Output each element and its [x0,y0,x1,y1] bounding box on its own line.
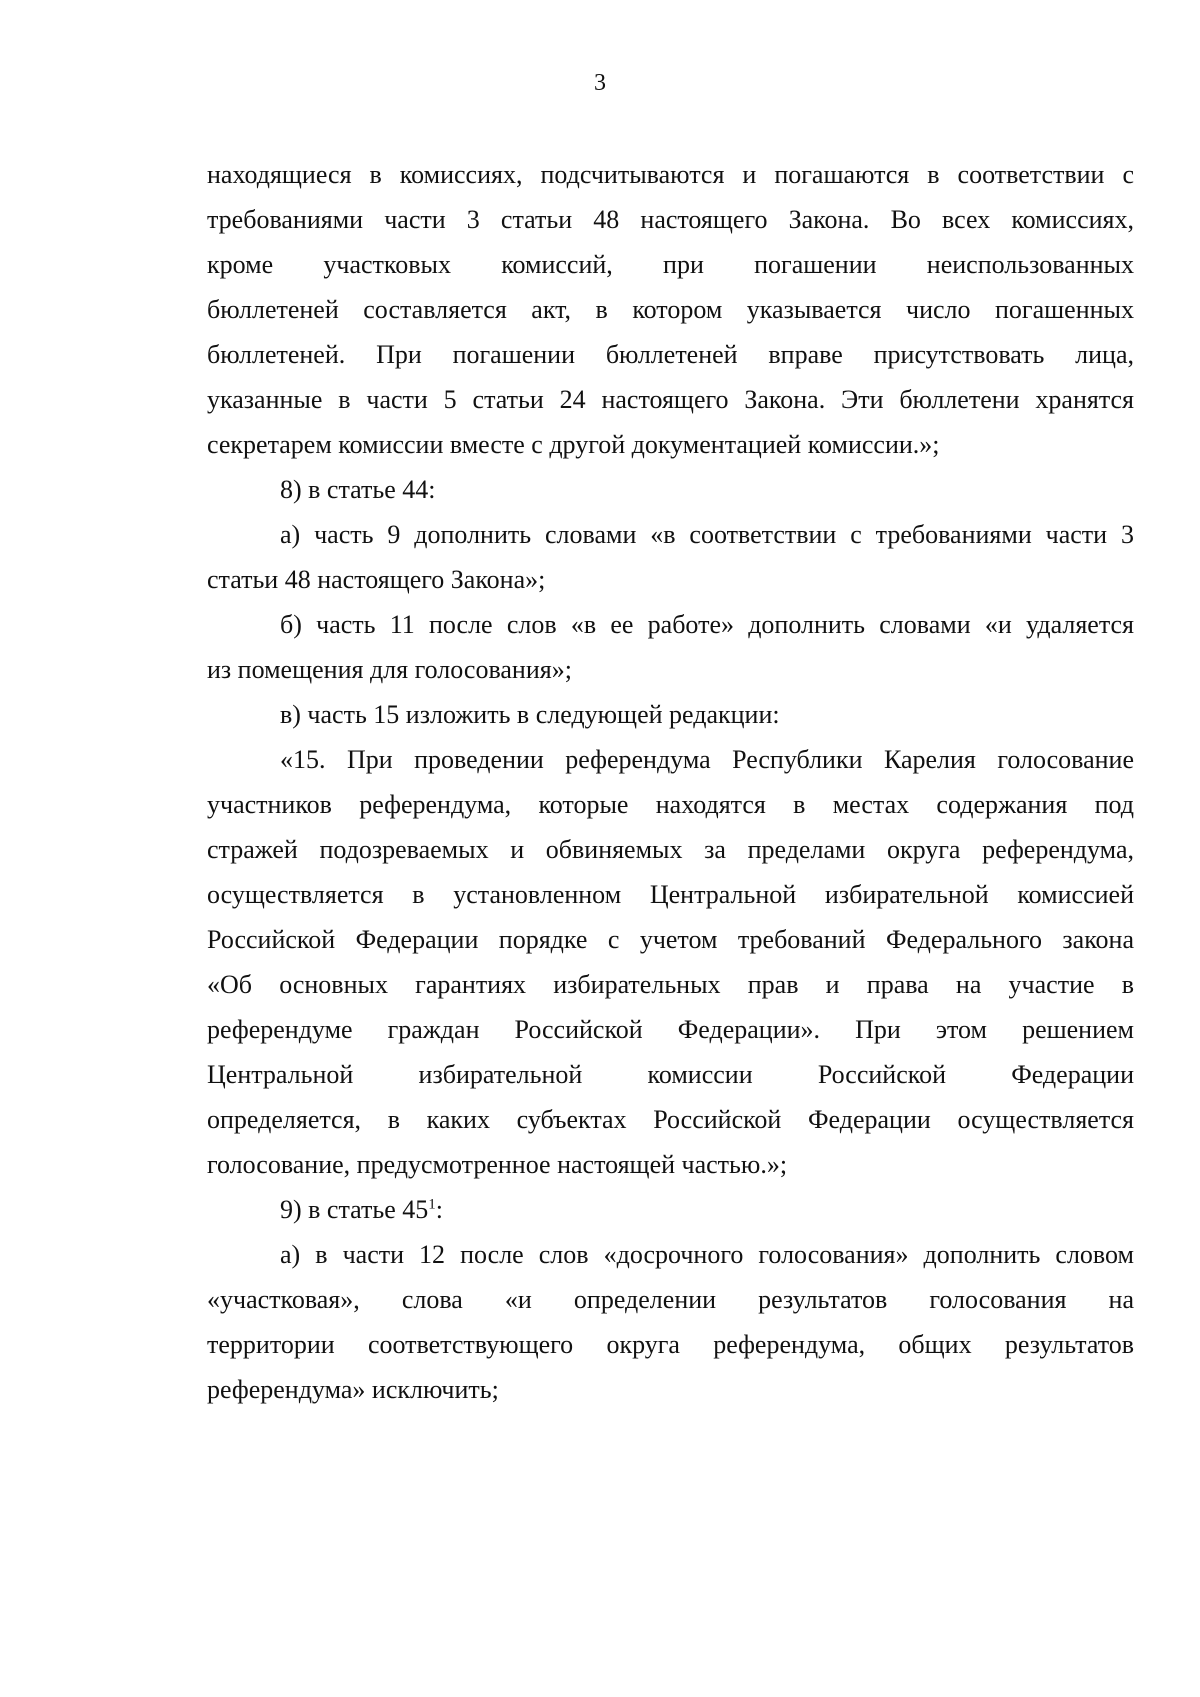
text-line: бюллетеней. При погашении бюллетеней вправе присутствовать лица, [207,340,1134,369]
text-line: находящиеся в комиссиях, подсчитываются и погашаются в соответствии с [207,160,1134,189]
superscript: 1 [428,1196,436,1213]
text-line: а) в части 12 после слов «досрочного голосования» дополнить словом [280,1240,1134,1269]
text-line: в) часть 15 изложить в следующей редакции: [280,700,780,729]
text-line: бюллетеней составляется акт, в котором указывается число погашенных [207,295,1134,324]
text-line: референдуме граждан Российской Федерации». При этом решением [207,1015,1134,1044]
text-line: из помещения для голосования»; [207,655,572,684]
text-line: стражей подозреваемых и обвиняемых за пределами округа референдума, [207,835,1134,864]
text-line: секретарем комиссии вместе с другой документацией комиссии.»; [207,430,940,459]
text-line: кроме участковых комиссий, при погашении неиспользованных [207,250,1134,279]
text-line: статьи 48 настоящего Закона»; [207,565,546,594]
text-line: территории соответствующего округа референдума, общих результатов [207,1330,1134,1359]
text-line: указанные в части 5 статьи 24 настоящего Закона. Эти бюллетени хранятся [207,385,1134,414]
list-item-heading: 8) в статье 44: [280,475,436,504]
text-line: требованиями части 3 статьи 48 настоящего Закона. Во всех комиссиях, [207,205,1134,234]
text-line: «участковая», слова «и определении результатов голосования на [207,1285,1134,1314]
text-line: а) часть 9 дополнить словами «в соответствии с требованиями части 3 [280,520,1134,549]
text-line: «15. При проведении референдума Республики Карелия голосование [280,745,1134,774]
text-line: определяется, в каких субъектах Российской Федерации осуществляется [207,1105,1134,1134]
heading-text: 9) в статье 45 [280,1195,429,1224]
text-line: «Об основных гарантиях избирательных прав и права на участие в [207,970,1134,999]
text-line: Российской Федерации порядке с учетом требований Федерального закона [207,925,1134,954]
text-line: Центральной избирательной комиссии Российской Федерации [207,1060,1134,1089]
text-line: участников референдума, которые находятся в местах содержания под [207,790,1134,819]
text-line: осуществляется в установленном Центральной избирательной комиссией [207,880,1134,909]
page-number: 3 [594,70,606,96]
heading-colon: : [435,1195,444,1224]
text-line: б) часть 11 после слов «в ее работе» дополнить словами «и удаляется [280,610,1134,639]
list-item-heading [280,1190,1134,1230]
text-line: референдума» исключить; [207,1375,499,1404]
text-line: голосование, предусмотренное настоящей частью.»; [207,1150,788,1179]
